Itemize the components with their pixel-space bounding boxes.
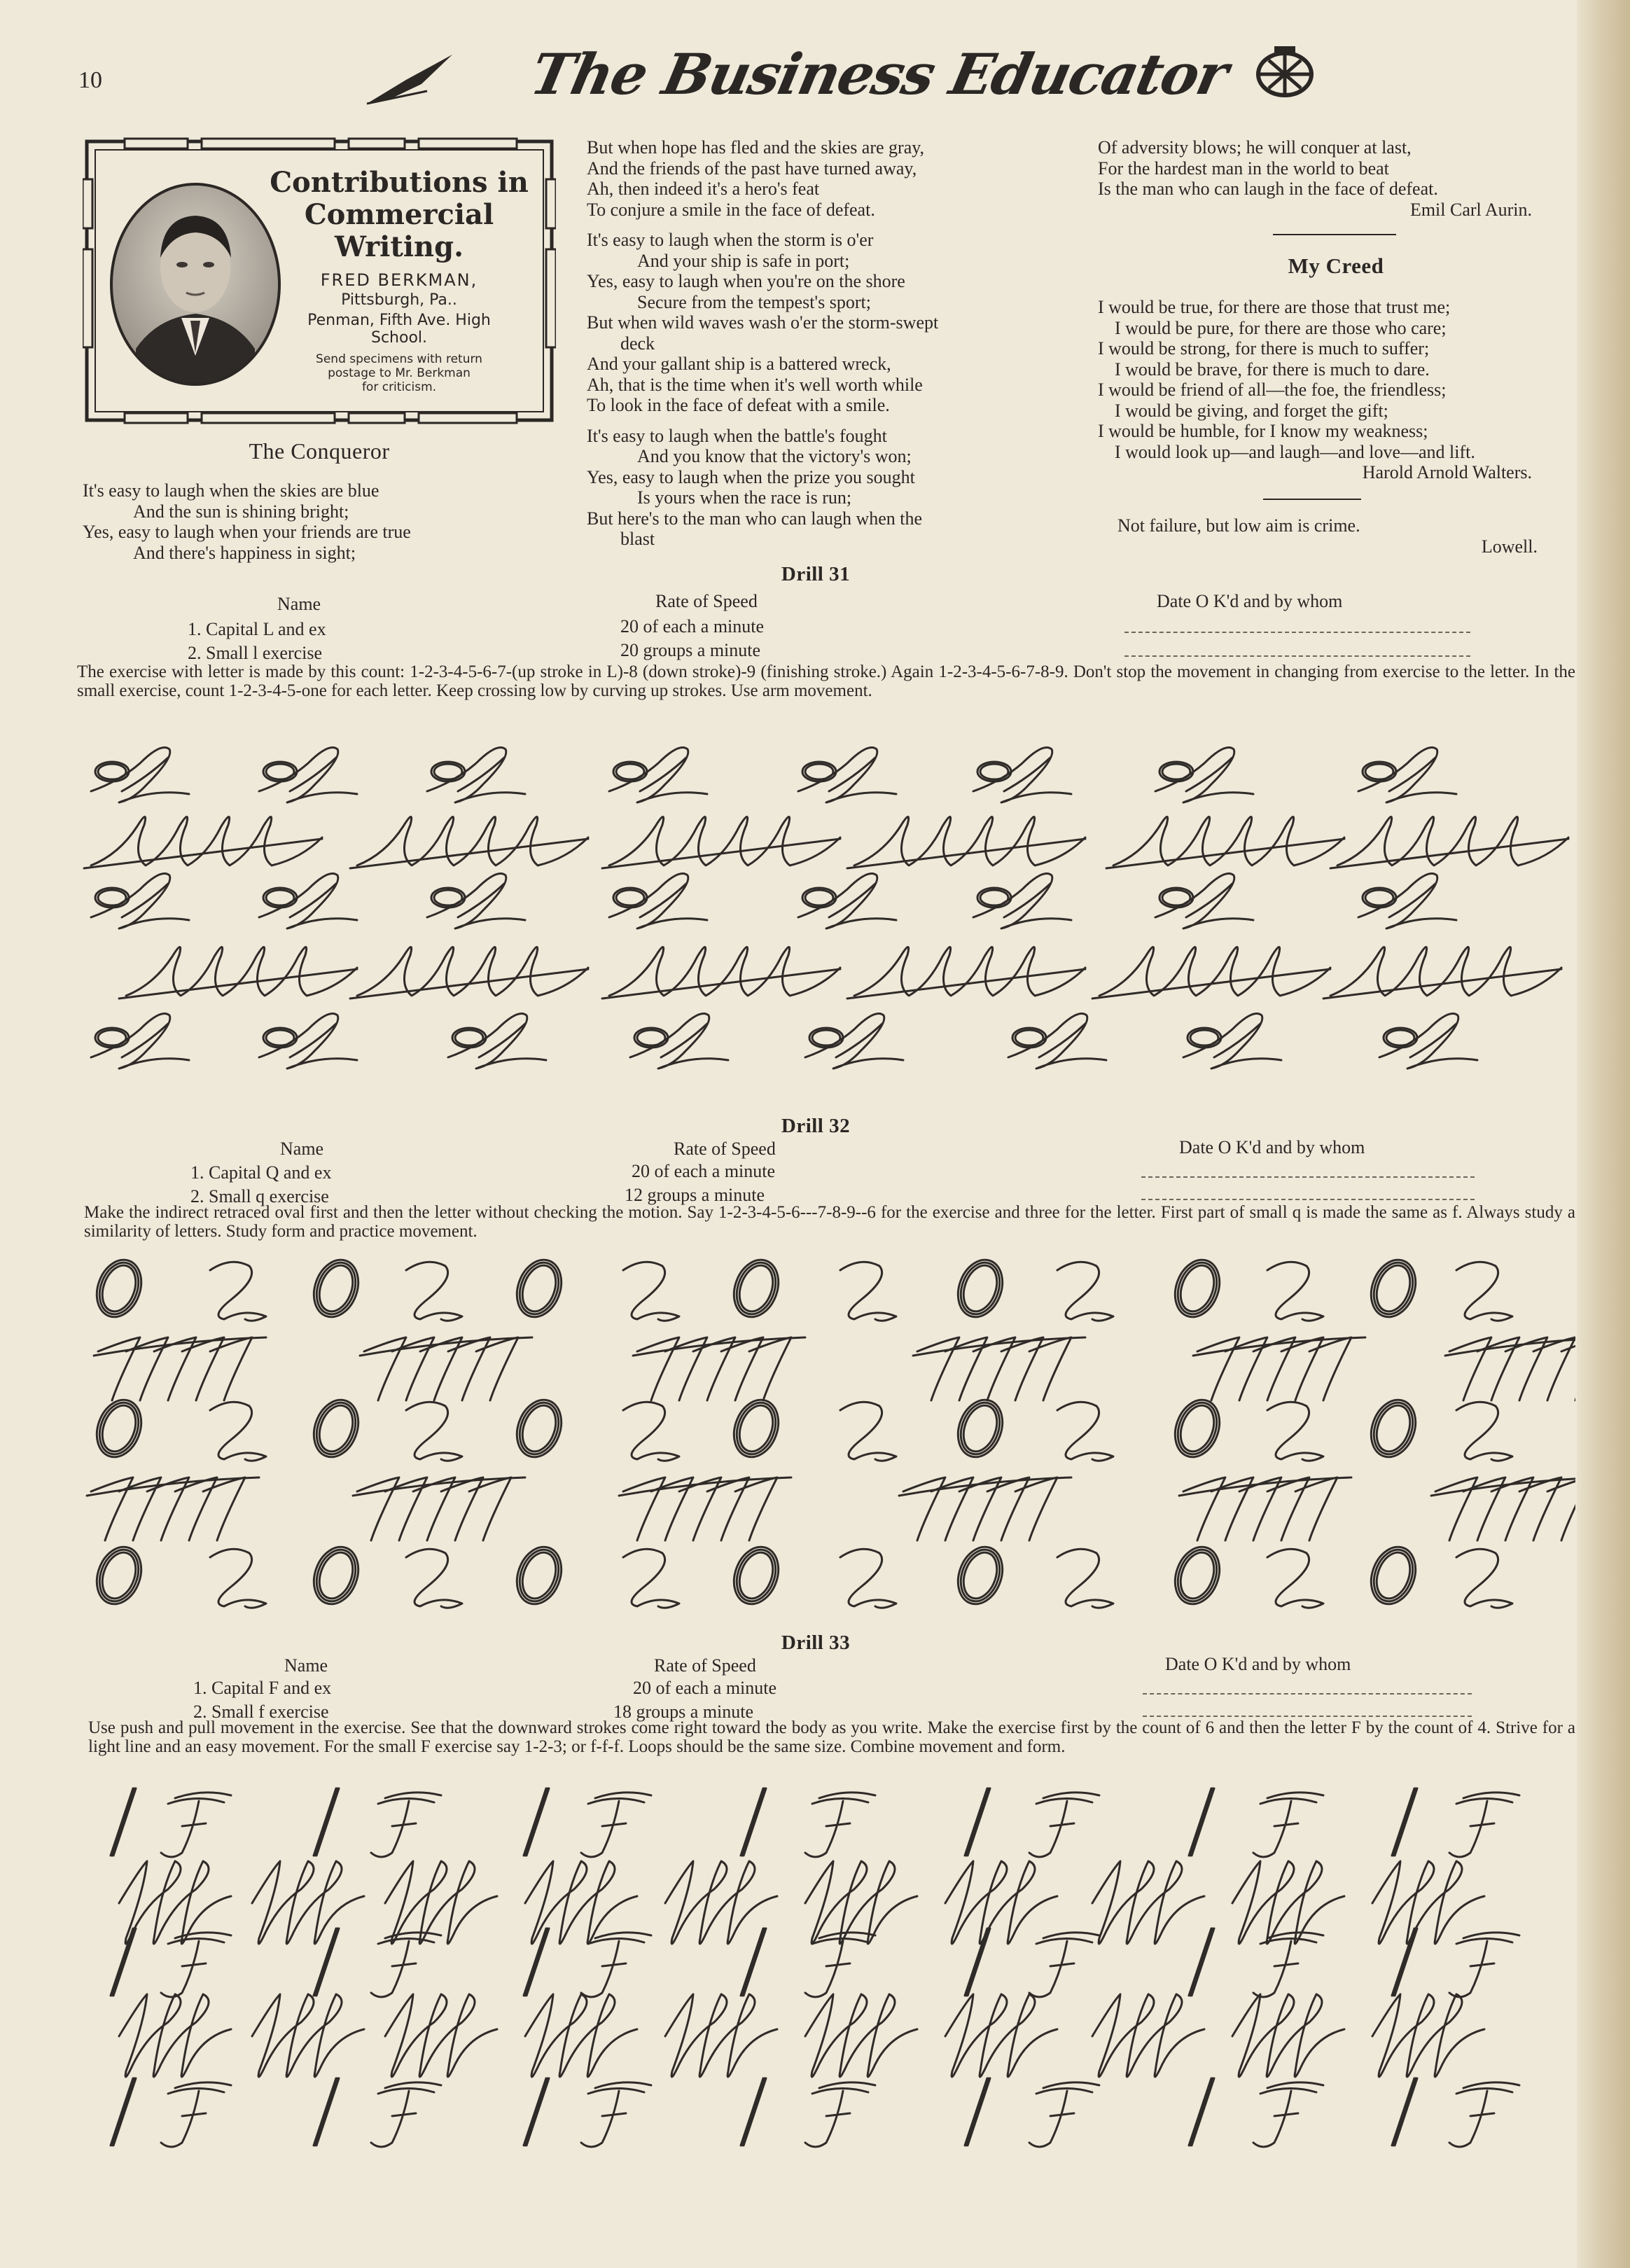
name-label: Name [284,1655,328,1676]
masthead-text: The Business Educator [525,41,1233,107]
poem-line: And your gallant ship is a battered wreck, [587,354,891,374]
drill-rate: 20 of each a minute [620,616,765,636]
date-label: Date O K'd and by whom [1157,591,1343,611]
page-edge-shadow [1577,0,1630,2268]
divider [1273,234,1396,235]
row-capital-L [91,1014,1477,1069]
note-line-3: for criticism. [361,380,437,394]
penman-school-2: School. [370,329,428,347]
feature-text [266,167,532,394]
portrait-photo [108,181,283,388]
row-small-f [119,1861,1484,1944]
poem-title-creed: My Creed [1288,253,1384,278]
drill-rate: 12 groups a minute [625,1185,765,1205]
poem-line: It's easy to laugh when the battle's fought [587,425,887,446]
drill-item: 2. Small q exercise [190,1186,329,1206]
poem-author: Harold Arnold Walters. [1362,462,1532,482]
rate-label: Rate of Speed [674,1139,776,1159]
poem-line: It's easy to laugh when the storm is o'er [587,230,874,250]
poem-line: And your ship is safe in port; [637,250,850,271]
poem-line: I would look up—and laugh—and love—and lift. [1115,441,1475,462]
row-small-l [119,947,1561,999]
signature-line [1143,1693,1472,1695]
drill-title: Drill 31 [781,563,851,585]
poem-line: To conjure a smile in the face of defeat. [587,199,875,220]
poem-line: Ah, that is the time when it's well worth while [587,374,923,395]
poem-line: I would be friend of all—the foe, the friendless; [1098,380,1447,400]
date-label: Date O K'd and by whom [1179,1137,1365,1157]
poem-line: And the friends of the past have turned away, [587,158,917,179]
masthead-title [525,39,1233,116]
row-capital-O-Q [89,1393,1512,1463]
drill-rate: 18 groups a minute [613,1702,754,1722]
drill-rate: 20 of each a minute [633,1678,777,1698]
poem-line: Is the man who can laugh in the face of defeat. [1098,179,1438,199]
poem-line: Yes, easy to laugh when the prize you sought [587,466,915,487]
row-capital-O-Q [89,1540,1512,1610]
row-small-q [87,1477,1575,1540]
quote-block [1117,515,1538,557]
poem-line: I would be true, for there are those that trust me; [1098,297,1451,317]
poem-title-conqueror: The Conqueror [249,438,390,464]
poem-creed [1098,297,1574,483]
poem-conqueror-col3 [1098,137,1574,220]
row-capital-O-Q [89,1253,1512,1323]
drill-instructions: The exercise with letter is made by this count: 1-2-3-4-5-6-7-(up stroke in L)-8 (down stroke)-9 (finishing stroke.) Again 1-2-3-4-5-6-7-8-9. Don't stop the movement in changing from exercise to the letter. In the small exercise, count 1-2-3-4-5-one for each letter. Keep crossing low by curving up strokes. Use arm movement. [77,662,1575,700]
drill-item: 2. Small l exercise [188,643,323,663]
name-label: Name [280,1139,324,1159]
penman-name: FRED BERKMAN, [320,270,478,290]
row-small-f [119,1994,1484,2077]
poem-line: And the sun is shining bright; [133,501,349,522]
drill-item: 1. Capital L and ex [188,619,326,639]
poem-line: To look in the face of defeat with a smile. [587,395,890,415]
portrait-feature-box [83,137,556,424]
poem-line: blast [620,529,655,549]
poem-line: Yes, easy to laugh when your friends are true [83,522,411,542]
drill-item: 2. Small f exercise [193,1702,329,1722]
page-number: 10 [78,67,102,93]
row-capital-L [91,874,1456,929]
poem-line: Ah, then indeed it's a hero's feat [587,179,820,199]
poem-line: deck [620,333,655,354]
drill-item: 1. Capital Q and ex [190,1162,332,1183]
emblem-icon [1253,43,1316,104]
poem-line: But when wild waves wash o'er the storm-swept [587,312,939,333]
drill-title: Drill 32 [781,1115,851,1137]
poem-line: It's easy to laugh when the skies are blue [83,480,379,501]
poem-line: Yes, easy to laugh when you're on the shore [587,271,905,291]
poem-conqueror-col1 [83,480,556,563]
note-line-1: Send specimens with return [316,352,482,366]
drill32-penmanship-plate [77,1246,1575,1625]
poem-line: For the hardest man in the world to beat [1098,158,1389,179]
poem-line: I would be pure, for there are those who care; [1115,317,1447,338]
rate-label: Rate of Speed [655,591,758,611]
signature-line [1141,1176,1475,1178]
poem-conqueror-col2 [587,137,1063,559]
quill-pen-icon [364,52,455,108]
poem-line: But when hope has fled and the skies are gray, [587,137,925,158]
drill-title: Drill 33 [781,1632,851,1654]
drill-item: 1. Capital F and ex [193,1678,332,1698]
divider [1263,499,1361,500]
signature-line [1143,1716,1472,1717]
poem-line: Is yours when the race is run; [637,487,852,508]
poem-line: I would be giving, and forget the gift; [1115,400,1388,421]
penman-city: Pittsburgh, Pa.. [341,291,457,309]
penman-school-1: Penman, Fifth Ave. High [307,312,491,329]
rate-label: Rate of Speed [654,1655,756,1676]
poem-author: Emil Carl Aurin. [1409,199,1532,220]
poem-line: I would be strong, for there is much to suffer; [1098,338,1430,359]
drill-instructions: Use push and pull movement in the exercise. See that the downward strokes come right toward the body as you write. Make the exercise first by the count of 6 and then the letter F by the count of 4. Strive for a light line and an easy movement. For the small F exercise say 1-2-3; or f-f-f. Loops should be the same size. Combine movement and form. [88,1718,1575,1756]
poem-line: Of adversity blows; he will conquer at last, [1098,137,1412,158]
signature-line [1124,655,1470,657]
feature-title: Contributions in Commercial Writing. [270,166,529,263]
row-capital-F [111,1788,1519,1857]
date-label: Date O K'd and by whom [1165,1654,1351,1674]
poem-line: And there's happiness in sight; [133,542,356,563]
row-small-q [94,1337,1575,1400]
poem-line: But here's to the man who can laugh when the [587,508,923,529]
drill-rate: 20 of each a minute [632,1161,776,1181]
drill31-penmanship-plate [77,728,1575,1099]
quote-text: Not failure, but low aim is crime. [1117,515,1360,536]
poem-line: And you know that the victory's won; [637,446,912,466]
row-capital-L [91,748,1456,803]
row-capital-F [111,2078,1519,2147]
drill-instructions: Make the indirect retraced oval first and then the letter without checking the motion. Say 1-2-3-4-5-6---7-8-9--6 for the exercise and three for the letter. First part of small q is made the same as f. Always study a similarity of letters. Study form and practice movement. [84,1203,1575,1241]
signature-line [1141,1199,1475,1200]
stanza [587,230,1063,416]
stanza [587,426,1063,550]
quote-author: Lowell. [1481,536,1538,557]
drill33-penmanship-plate [77,1784,1575,2176]
poem-line: Secure from the tempest's sport; [637,291,871,312]
row-small-l [84,816,1568,868]
note-line-2: postage to Mr. Berkman [328,366,471,380]
signature-line [1124,632,1470,633]
poem-line: I would be brave, for there is much to dare. [1115,359,1430,380]
stanza [587,137,1063,220]
poem-line: I would be humble, for I know my weakness; [1098,421,1428,441]
name-label: Name [277,594,321,614]
drill-rate: 20 groups a minute [620,640,761,660]
